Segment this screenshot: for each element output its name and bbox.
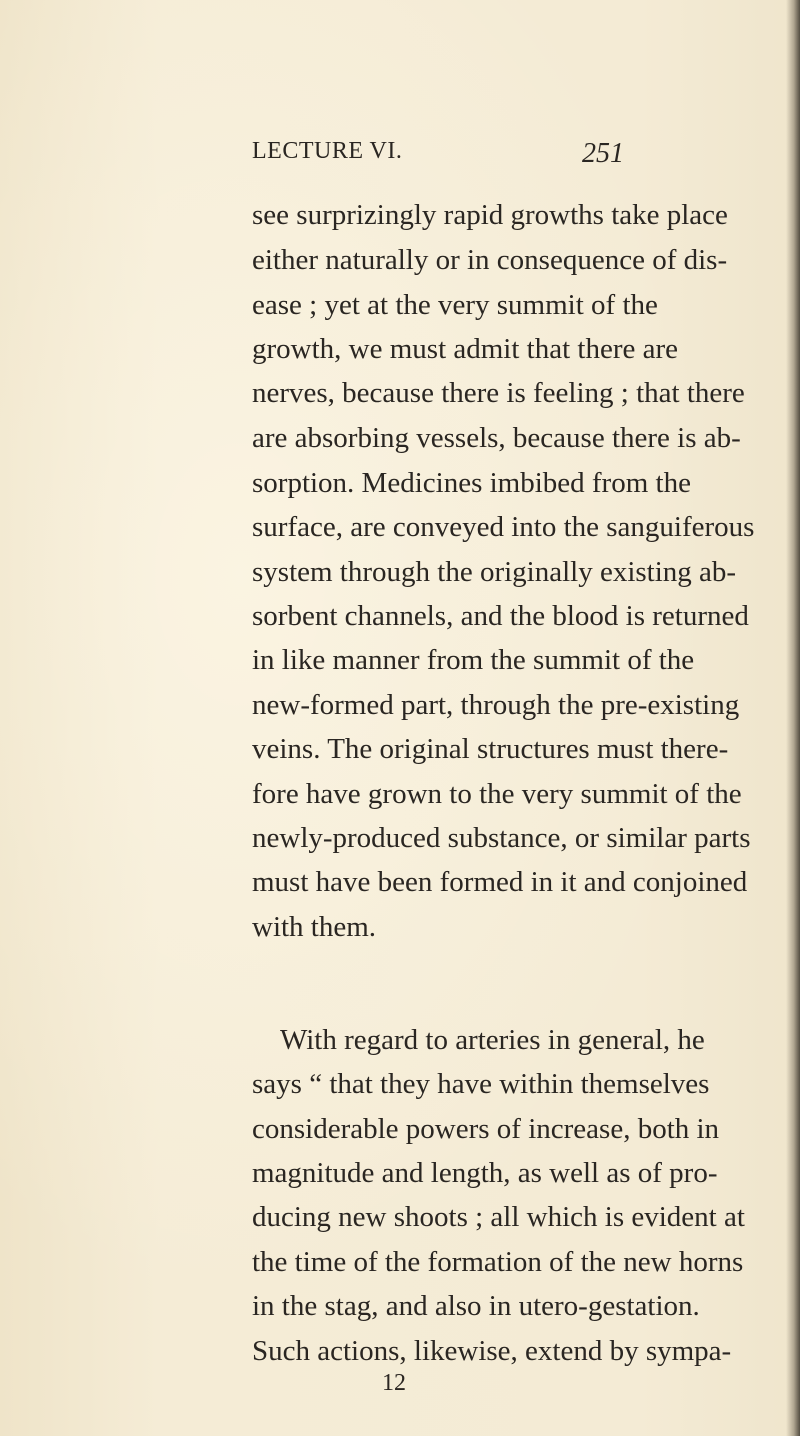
text-line: the time of the formation of the new horns: [252, 1246, 744, 1278]
signature-mark: 12: [382, 1370, 406, 1396]
text-line: veins. The original structures must there-: [252, 733, 729, 765]
text-line: must have been formed in it and conjoined: [252, 866, 748, 898]
running-head: LECTURE VI.: [252, 138, 403, 164]
text-line: newly-produced substance, or similar parts: [252, 822, 751, 854]
text-line: ease ; yet at the very summit of the: [252, 289, 658, 321]
text-line: says “ that they have within themselves: [252, 1068, 710, 1100]
text-line: ducing new shoots ; all which is evident at: [252, 1201, 745, 1233]
text-line: system through the originally existing ab-: [252, 556, 737, 588]
text-line-indented: With regard to arteries in general, he: [280, 1024, 705, 1056]
text-line: sorbent channels, and the blood is returned: [252, 600, 749, 632]
text-line: magnitude and length, as well as of pro-: [252, 1157, 718, 1189]
text-line: see surprizingly rapid growths take place: [252, 199, 728, 231]
text-line: growth, we must admit that there are: [252, 333, 679, 365]
text-line: either naturally or in consequence of dis-: [252, 244, 728, 276]
text-line: sorption. Medicines imbibed from the: [252, 467, 691, 499]
text-line: surface, are conveyed into the sanguiferous: [252, 511, 755, 543]
text-line: new-formed part, through the pre-existing: [252, 689, 740, 721]
text-line: in like manner from the summit of the: [252, 644, 695, 676]
text-line: considerable powers of increase, both in: [252, 1113, 720, 1145]
text-line: nerves, because there is feeling ; that there: [252, 377, 745, 409]
text-line: are absorbing vessels, because there is ab-: [252, 422, 741, 454]
text-line-last: with them.: [252, 911, 377, 943]
text-line: fore have grown to the very summit of the: [252, 778, 742, 810]
text-line: in the stag, and also in utero-gestation.: [252, 1290, 700, 1322]
text-line: Such actions, likewise, extend by sympa-: [252, 1335, 732, 1367]
page-number: 251: [582, 138, 624, 169]
